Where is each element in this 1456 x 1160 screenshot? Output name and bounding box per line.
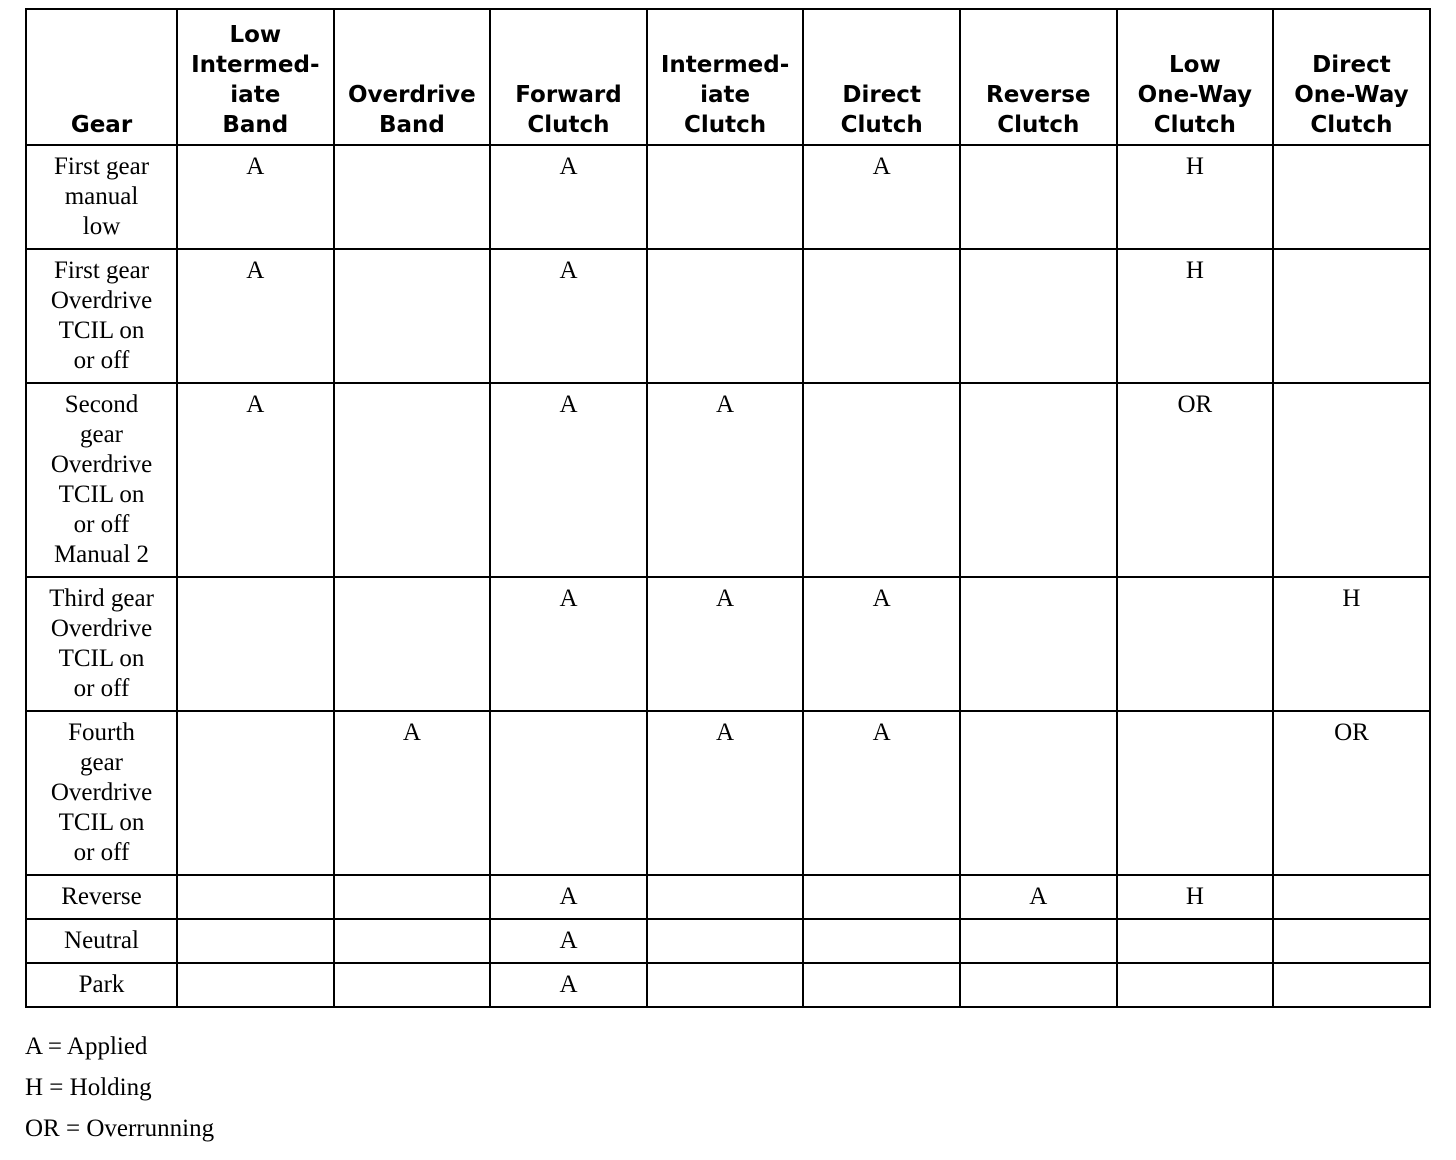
table-cell [960,249,1117,383]
table-row [26,963,1430,1007]
column-header-reverse-clutch: Reverse Clutch [960,9,1117,145]
table-row [26,577,1430,711]
column-header-low-intermediate-band: Low Intermed- iate Band [177,9,334,145]
gear-cell: Third gear Overdrive TCIL on or off [26,577,177,711]
table-cell [647,249,804,383]
table-row [26,919,1430,963]
table-cell [803,249,960,383]
gear-application-table [25,8,1431,1008]
table-header [26,9,1430,145]
table-cell [1273,919,1430,963]
table-cell [960,577,1117,711]
table-cell [177,875,334,919]
table-cell [1273,875,1430,919]
table-cell [960,383,1117,577]
table-row [26,875,1430,919]
table-cell [1273,249,1430,383]
table-row [26,711,1430,875]
header-row [26,9,1430,145]
table-cell: A [490,577,647,711]
table-cell: A [334,711,491,875]
gear-cell: Reverse [26,875,177,919]
gear-cell: Park [26,963,177,1007]
table-cell [1117,963,1274,1007]
table-cell: A [490,963,647,1007]
table-cell: A [490,383,647,577]
column-header-forward-clutch: Forward Clutch [490,9,647,145]
table-cell: A [647,383,804,577]
table-cell [647,963,804,1007]
table-cell: A [490,145,647,249]
column-header-overdrive-band: Overdrive Band [334,9,491,145]
table-row [26,249,1430,383]
table-cell [803,963,960,1007]
table-cell [334,875,491,919]
table-cell [1117,711,1274,875]
table-cell: A [177,249,334,383]
table-cell: A [803,145,960,249]
table-row [26,383,1430,577]
table-cell: A [803,577,960,711]
table-cell [334,383,491,577]
table-cell [177,919,334,963]
table-cell: A [177,145,334,249]
table-cell: OR [1273,711,1430,875]
table-cell: A [647,577,804,711]
column-header-intermediate-clutch: Intermed- iate Clutch [647,9,804,145]
table-cell [960,145,1117,249]
table-cell [647,145,804,249]
table-cell [647,919,804,963]
gear-cell: Fourth gear Overdrive TCIL on or off [26,711,177,875]
table-cell [334,145,491,249]
table-cell: H [1117,249,1274,383]
table-row [26,145,1430,249]
legend-item-applied: A = Applied [25,1033,148,1060]
table-cell: A [177,383,334,577]
table-cell: H [1117,875,1274,919]
gear-cell: First gear Overdrive TCIL on or off [26,249,177,383]
table-cell: A [960,875,1117,919]
table-cell: A [490,249,647,383]
table-cell [177,963,334,1007]
table-cell [647,875,804,919]
legend-item-overrunning: OR = Overrunning [25,1115,215,1142]
table-cell: A [490,875,647,919]
table-cell [1273,963,1430,1007]
table-cell [803,383,960,577]
table-cell [334,249,491,383]
table-cell [960,711,1117,875]
table-cell [1117,577,1274,711]
column-header-direct-one-way-clutch: Direct One-Way Clutch [1273,9,1430,145]
gear-cell: Second gear Overdrive TCIL on or off Manual 2 [26,383,177,577]
table-cell: H [1117,145,1274,249]
table-cell: A [490,919,647,963]
table-cell [334,963,491,1007]
table-cell [803,875,960,919]
table-cell [334,577,491,711]
table-cell: A [647,711,804,875]
table-cell [1273,383,1430,577]
table-cell [960,919,1117,963]
table-cell: OR [1117,383,1274,577]
table-body [26,145,1430,1007]
table-cell [177,711,334,875]
legend-item-holding: H = Holding [25,1074,152,1101]
column-header-low-one-way-clutch: Low One-Way Clutch [1117,9,1274,145]
table-cell [177,577,334,711]
table-cell [1117,919,1274,963]
table-cell [803,919,960,963]
table-cell [490,711,647,875]
table-cell [960,963,1117,1007]
gear-cell: First gear manual low [26,145,177,249]
column-header-gear: Gear [26,9,177,145]
table-cell: H [1273,577,1430,711]
table-cell: A [803,711,960,875]
table-cell [1273,145,1430,249]
legend [25,1026,214,1149]
table-cell [334,919,491,963]
gear-cell: Neutral [26,919,177,963]
column-header-direct-clutch: Direct Clutch [803,9,960,145]
